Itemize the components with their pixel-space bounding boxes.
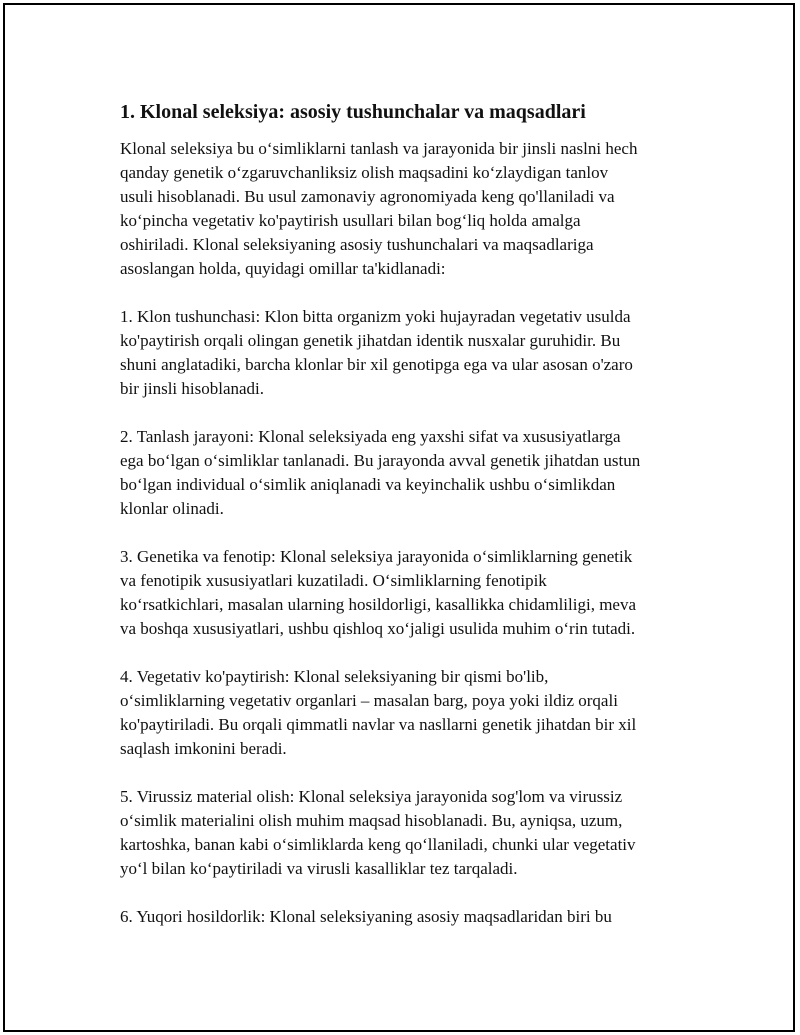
document-content (120, 100, 695, 953)
document-title: 1. Klonal seleksiya: asosiy tushunchalar va maqsadlari (120, 101, 586, 123)
paragraph-vegetativ-kopaytirish: 4. Vegetativ ko'paytirish: Klonal seleksiyaning bir qismi bo'lib, o‘simliklarning vegetativ organlari – masalan barg, poya yoki ildiz orqali ko'paytiriladi. Bu orqali qimmatli navlar va nasllarni genetik jihatdan bir xil saqlash imkonini beradi. (120, 667, 637, 758)
paragraph-tanlash-jarayoni: 2. Tanlash jarayoni: Klonal seleksiyada eng yaxshi sifat va xususiyatlarga ega bo‘lgan o‘simliklar tanlanadi. Bu jarayonda avval genetik jihatdan ustun bo‘lgan individual o‘simlik aniqlanadi va keyinchalik ushbu o‘simlikdan klonlar olinadi. (120, 427, 641, 518)
intro-paragraph: Klonal seleksiya bu o‘simliklarni tanlash va jarayonida bir jinsli naslni hech qanday genetik o‘zgaruvchanliksiz olish maqsadini ko‘zlaydigan tanlov usuli hisoblanadi. Bu usul zamonaviy agronomiyada keng qo'llaniladi va ko‘pincha vegetativ ko'paytirish usullari bilan bog‘liq holda amalga oshiriladi. Klonal seleksiyaning asosiy tushunchalari va maqsadlariga asoslangan holda, quyidagi omillar ta'kidlanadi: (120, 139, 638, 278)
paragraph-genetika-fenotip: 3. Genetika va fenotip: Klonal seleksiya jarayonida o‘simliklarning genetik va fenotipik xususiyatlari kuzatiladi. O‘simliklarning fenotipik ko‘rsatkichlari, masalan ularning hosildorligi, kasallikka chidamliligi, meva va boshqa xususiyatlari, ushbu qishloq xo‘jaligi usulida muhim o‘rin tutadi. (120, 547, 637, 638)
document-page (3, 3, 795, 1032)
paragraph-klon-tushunchasi: 1. Klon tushunchasi: Klon bitta organizm yoki hujayradan vegetativ usulda ko'paytirish orqali olingan genetik jihatdan identik nusxalar guruhidir. Bu shuni anglatadiki, barcha klonlar bir xil genotipga ega va ular asosan o'zaro bir jinsli hisoblanadi. (120, 307, 633, 398)
paragraph-yuqori-hosildorlik: 6. Yuqori hosildorlik: Klonal seleksiyaning asosiy maqsadlaridan biri bu (120, 907, 612, 926)
paragraph-virussiz-material: 5. Virussiz material olish: Klonal seleksiya jarayonida sog'lom va virussiz o‘simlik materialini olish muhim maqsad hisoblanadi. Bu, ayniqsa, uzum, kartoshka, banan kabi o‘simliklarda keng qo‘llaniladi, chunki ular vegetativ yo‘l bilan ko‘paytiriladi va virusli kasalliklar tez tarqaladi. (120, 787, 636, 878)
